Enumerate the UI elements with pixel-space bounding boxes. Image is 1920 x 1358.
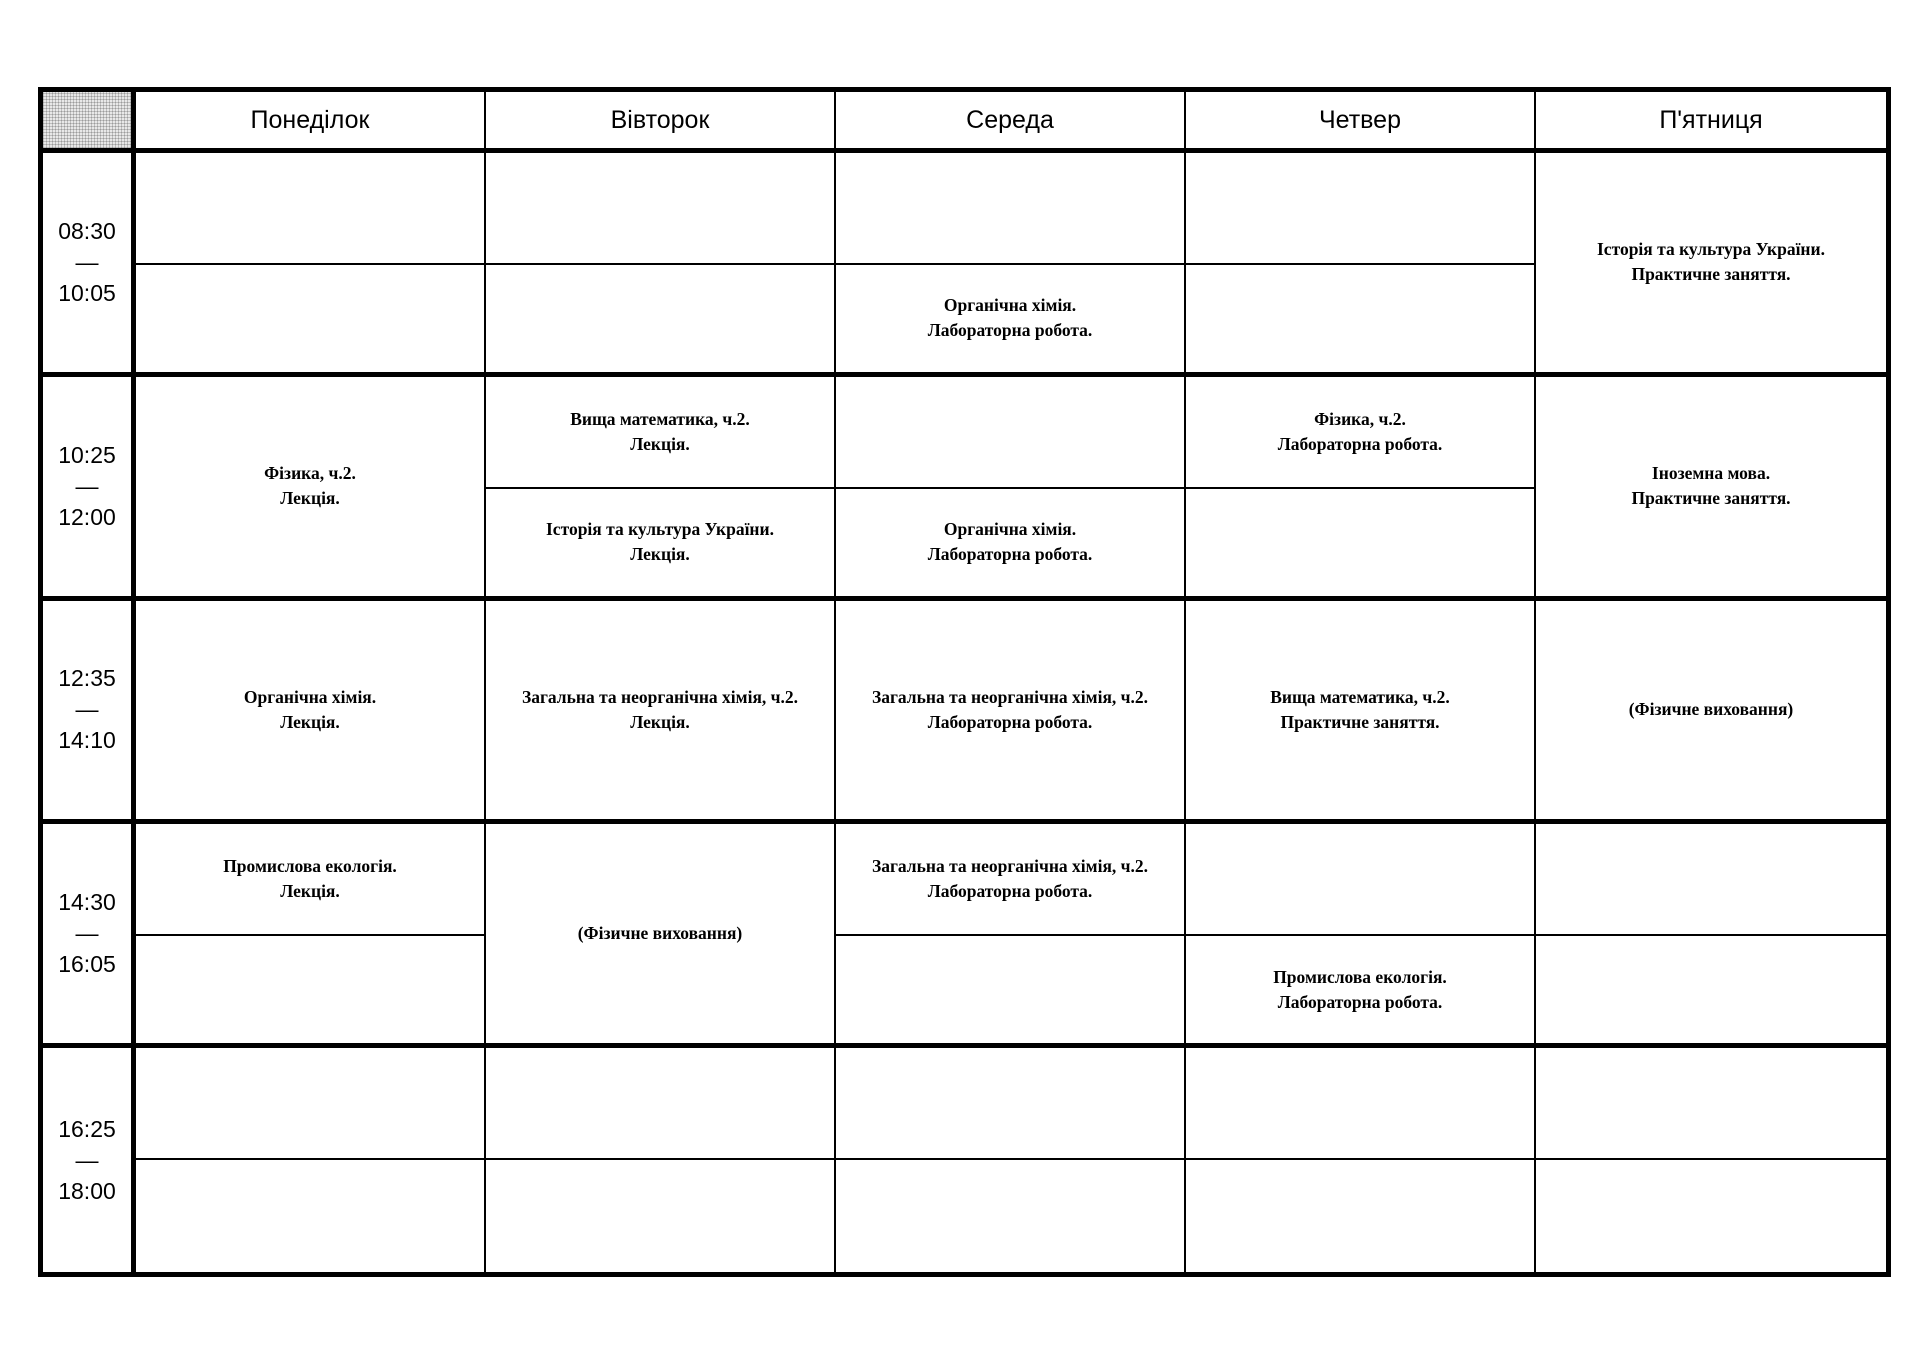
lesson-title: (Фізичне виховання) (577, 923, 743, 944)
lesson-cell (136, 824, 486, 936)
lesson-type: Лабораторна робота. (927, 320, 1093, 341)
time-start: 12:35 (58, 665, 116, 692)
lesson-title: Органічна хімія. (943, 295, 1077, 316)
time-end: 12:00 (58, 503, 116, 530)
empty-cell (136, 265, 486, 377)
day-header-tuesday: Вівторок (486, 92, 836, 153)
lesson-title: Промислова екологія. (223, 856, 397, 877)
lesson-type: Лекція. (630, 711, 690, 732)
lesson-type: Практичне заняття. (1631, 488, 1791, 509)
empty-cell (1536, 1160, 1886, 1272)
lesson-type: Лабораторна робота. (1277, 991, 1443, 1012)
time-dash: — (75, 920, 99, 947)
lesson-title: Фізика, ч.2. (264, 463, 356, 484)
lesson-type: Практичне заняття. (1280, 711, 1440, 732)
lesson-title: Історія та культура України. (546, 519, 774, 540)
lesson-type: Лекція. (280, 488, 340, 509)
time-start: 16:25 (58, 1115, 116, 1142)
day-header-wednesday: Середа (836, 92, 1186, 153)
lesson-cell (836, 601, 1186, 825)
empty-cell (1536, 824, 1886, 936)
lesson-cell (836, 824, 1186, 936)
lesson-title: Вища математика, ч.2. (1270, 686, 1450, 707)
empty-cell (1186, 265, 1536, 377)
lesson-type: Лабораторна робота. (927, 711, 1093, 732)
lesson-type: Лекція. (280, 881, 340, 902)
lesson-title: Фізика, ч.2. (1314, 408, 1406, 429)
lesson-cell (486, 377, 836, 489)
time-dash: — (75, 248, 99, 275)
empty-cell (836, 936, 1186, 1048)
time-start: 08:30 (58, 217, 116, 244)
time-dash: — (75, 1146, 99, 1173)
lesson-cell (1536, 377, 1886, 601)
empty-cell (1186, 489, 1536, 601)
lesson-cell (836, 489, 1186, 601)
lesson-cell (836, 265, 1186, 377)
schedule-table (38, 87, 1891, 1277)
time-dash: — (75, 696, 99, 723)
time-end: 10:05 (58, 279, 116, 306)
lesson-cell (1536, 601, 1886, 825)
empty-cell (1186, 153, 1536, 265)
day-header-friday: П'ятниця (1536, 92, 1886, 153)
lesson-cell (486, 601, 836, 825)
empty-cell (136, 1048, 486, 1160)
lesson-title: Органічна хімія. (943, 519, 1077, 540)
day-header-monday: Понеділок (136, 92, 486, 153)
lesson-cell (486, 489, 836, 601)
lesson-title: Загальна та неорганічна хімія, ч.2. (871, 856, 1149, 877)
empty-cell (836, 377, 1186, 489)
time-slot-5 (43, 1048, 136, 1272)
time-end: 14:10 (58, 727, 116, 754)
lesson-cell (1186, 377, 1536, 489)
empty-cell (1536, 1048, 1886, 1160)
empty-cell (136, 1160, 486, 1272)
empty-cell (486, 1160, 836, 1272)
empty-cell (1186, 824, 1536, 936)
lesson-cell (486, 824, 836, 1048)
time-slot-4 (43, 824, 136, 1048)
lesson-type: Лекція. (630, 544, 690, 565)
lesson-title: Вища математика, ч.2. (570, 408, 750, 429)
day-header-thursday: Четвер (1186, 92, 1536, 153)
time-start: 14:30 (58, 889, 116, 916)
lesson-title: Органічна хімія. (243, 686, 377, 707)
lesson-type: Лабораторна робота. (927, 881, 1093, 902)
empty-cell (136, 153, 486, 265)
time-start: 10:25 (58, 441, 116, 468)
lesson-title: Промислова екологія. (1273, 966, 1447, 987)
empty-cell (1536, 936, 1886, 1048)
lesson-cell (1186, 936, 1536, 1048)
time-slot-2 (43, 377, 136, 601)
lesson-title: (Фізичне виховання) (1628, 699, 1794, 720)
lesson-title: Іноземна мова. (1651, 463, 1771, 484)
lesson-cell (1186, 601, 1536, 825)
lesson-cell (1536, 153, 1886, 377)
lesson-cell (136, 377, 486, 601)
time-slot-1 (43, 153, 136, 377)
lesson-title: Загальна та неорганічна хімія, ч.2. (521, 686, 799, 707)
lesson-cell (136, 601, 486, 825)
lesson-title: Історія та культура України. (1597, 239, 1825, 260)
empty-cell (1186, 1160, 1536, 1272)
empty-cell (836, 1048, 1186, 1160)
lesson-type: Лабораторна робота. (927, 544, 1093, 565)
empty-cell (836, 1160, 1186, 1272)
time-dash: — (75, 472, 99, 499)
time-end: 18:00 (58, 1177, 116, 1204)
empty-cell (1186, 1048, 1536, 1160)
empty-cell (836, 153, 1186, 265)
time-end: 16:05 (58, 951, 116, 978)
lesson-title: Загальна та неорганічна хімія, ч.2. (871, 686, 1149, 707)
lesson-type: Лекція. (630, 433, 690, 454)
lesson-type: Лекція. (280, 711, 340, 732)
empty-cell (486, 1048, 836, 1160)
empty-cell (136, 936, 486, 1048)
corner-cell (43, 92, 136, 153)
lesson-type: Практичне заняття. (1631, 264, 1791, 285)
time-slot-3 (43, 601, 136, 825)
empty-cell (486, 153, 836, 265)
lesson-type: Лабораторна робота. (1277, 433, 1443, 454)
empty-cell (486, 265, 836, 377)
